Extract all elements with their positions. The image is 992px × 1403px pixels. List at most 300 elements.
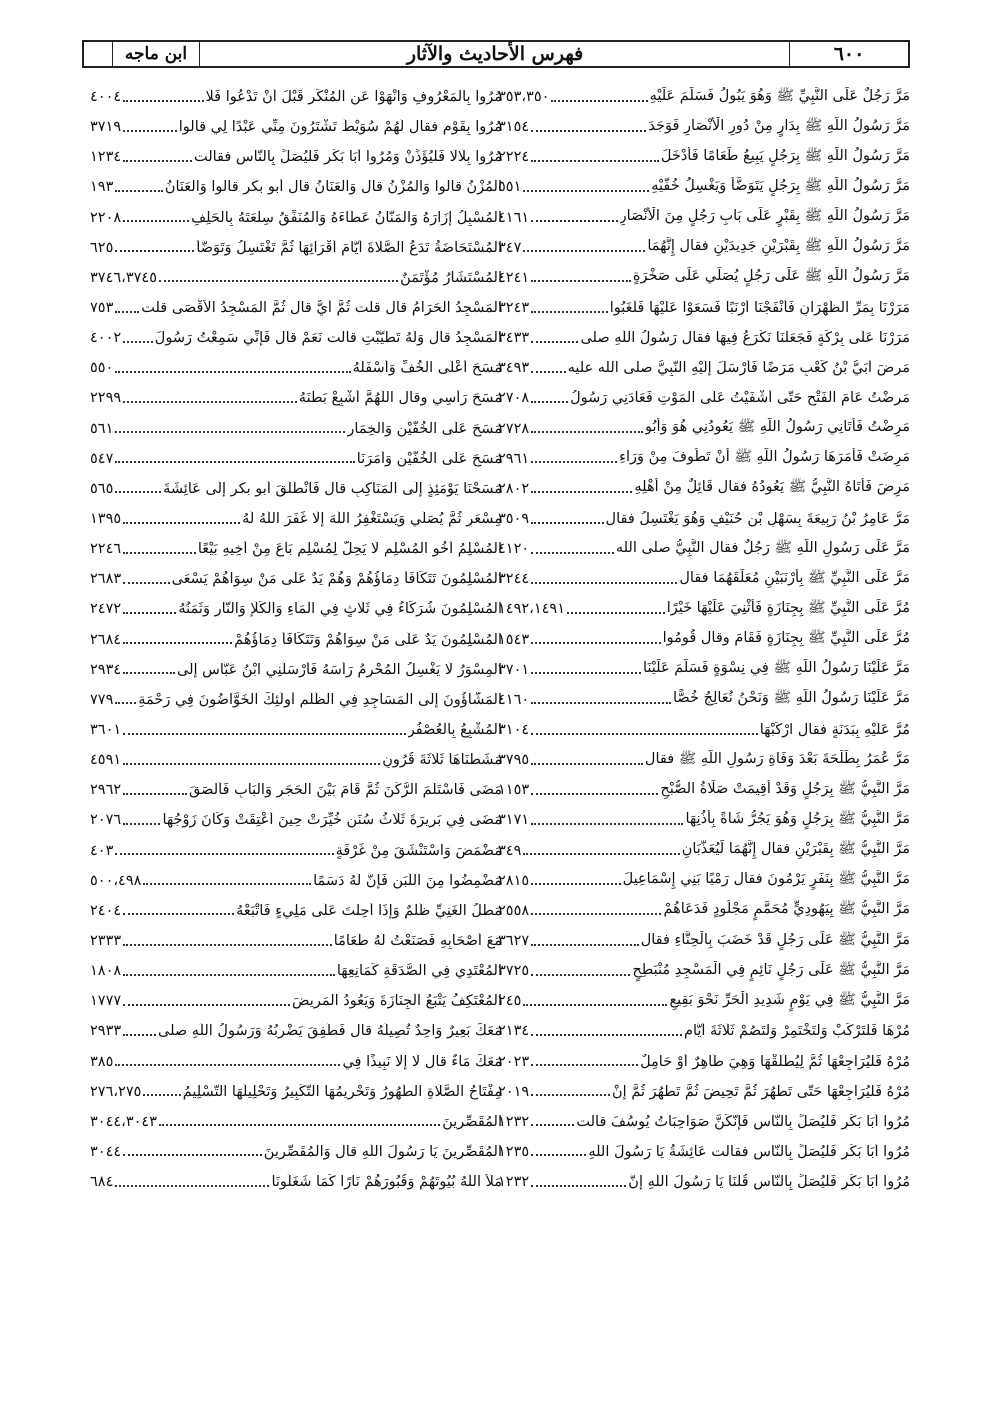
leader-dots	[531, 701, 671, 704]
index-entry	[90, 805, 502, 835]
entry-reference-number: ٣٠٤٤،٣٠٤٣	[90, 1113, 157, 1130]
entry-reference-number: ١١٥٣	[498, 782, 530, 799]
entry-reference-number: ٣٨٥	[90, 1053, 114, 1070]
leader-dots	[531, 551, 614, 554]
leader-dots	[123, 521, 240, 524]
leader-dots	[115, 852, 333, 855]
entry-reference-number: ٢٤٧٢	[90, 601, 122, 618]
entry-reference-number: ٤٠٣	[90, 842, 114, 859]
index-entry	[498, 1167, 910, 1197]
entry-text: مَرَّ النَّبِيُّ ﷺ بِرَجُلٍ وَقَدْ أُقِيمَتْ صَلَاةُ الصُّبْحِ	[660, 780, 910, 797]
index-entry	[90, 1047, 502, 1077]
leader-dots	[531, 460, 617, 463]
leader-dots	[531, 882, 620, 885]
entry-reference-number: ٣٧٠١	[498, 661, 530, 678]
entry-reference-number: ٤١٦٠	[498, 691, 530, 708]
entry-text: مُرُوا بِقَوْمٍ فقال لَهُمْ سُوَيْطُ تَشْتَرُونَ مِنِّي عَبْدًا لِي قالوا	[178, 119, 502, 136]
entry-reference-number: ١٩٣	[90, 179, 114, 196]
index-entry	[498, 625, 910, 655]
entry-text: مَرَّ رَسُولُ اللَّهِ ﷺ بِدَارٍ مِنْ دُورِ الْأَنْصَارِ فَوَجَدَ	[648, 117, 910, 134]
index-entry	[498, 1137, 910, 1167]
index-entry	[498, 745, 910, 775]
leader-dots	[123, 822, 160, 825]
index-entry	[90, 142, 502, 172]
entry-text: الْمُسْلِمُ أَخُو الْمُسْلِمِ لَا يَحِلُّ لِمُسْلِمٍ بَاعَ مِنْ أَخِيهِ بَيْعًا	[197, 541, 502, 558]
leader-dots	[531, 732, 758, 735]
entry-reference-number: ٢٧٢٨	[498, 420, 530, 437]
entry-text: مَرِضْتُ فَأَتَانِي رَسُولُ اللَّهِ ﷺ يَعُودُنِي هُوَ وَأَبُو	[644, 419, 910, 436]
index-entry	[498, 263, 910, 293]
entry-reference-number: ٣٤٣٣	[498, 330, 530, 347]
entry-text: مَعَكَ مَاءٌ قال لَا إِلَّا نَبِيذًا فِي	[342, 1053, 502, 1070]
entry-reference-number: ٣٤٧	[498, 239, 522, 256]
entry-reference-number: ٥٦٥	[90, 480, 114, 497]
entry-reference-number: ٥٤٧	[90, 450, 114, 467]
entry-reference-number: ١٣٩٥	[90, 511, 122, 528]
leader-dots	[123, 732, 406, 735]
entry-reference-number: ٣٧٩٥	[498, 752, 530, 769]
leader-dots	[531, 671, 641, 674]
index-entry	[498, 866, 910, 896]
entry-text: الْمُقَصِّرِينَ	[442, 1113, 502, 1130]
index-entry	[498, 474, 910, 504]
leader-dots	[531, 219, 617, 222]
leader-dots	[531, 1184, 626, 1187]
entry-text: الْمُسْتَحَاضَةُ تَدَعُ الصَّلَاةَ أَيَّامَ أَقْرَائِهَا ثُمَّ تَغْتَسِلُ وَتَوَضَّأُ	[196, 239, 502, 256]
leader-dots	[115, 370, 350, 373]
index-entry	[90, 263, 502, 293]
entry-text: مَسَحَ عَلَى الْخُفَّيْنِ وَالْخِمَارِ	[347, 420, 502, 437]
entry-reference-number: ٢٠٧٦	[90, 812, 122, 829]
index-entry	[90, 564, 502, 594]
leader-dots	[123, 99, 203, 102]
index-entry	[498, 805, 910, 835]
entry-reference-number: ٣١٥٤	[498, 119, 530, 136]
leader-dots	[523, 1003, 667, 1006]
entry-reference-number: ٣٦٢٧	[498, 933, 530, 949]
index-entry	[498, 233, 910, 263]
entry-text: مُرْهُ فَلْيُرَاجِعْهَا ثُمَّ لِيُطَلِّقْهَا وَهِيَ طَاهِرٌ أَوْ حَامِلٌ	[640, 1053, 910, 1070]
entry-text: مَعَكَ بَعِيرٌ وَاحِدٌ تُصِيلُهُ قال فَطَفِقَ يَضْرِبُهُ وَرَسُولُ اللَّهِ صلى	[158, 1023, 502, 1040]
index-entry	[498, 1047, 910, 1077]
entry-reference-number: ٢٧٦،٢٧٥	[90, 1083, 142, 1100]
index-entry	[90, 896, 502, 926]
leader-dots	[531, 370, 565, 373]
leader-dots	[123, 671, 175, 674]
entry-reference-number: ١٨٠٨	[90, 963, 122, 980]
index-entry	[90, 534, 502, 564]
entry-reference-number: ٢٢٢٤	[498, 149, 530, 166]
index-entry	[90, 444, 502, 474]
entry-reference-number: ٢٥٥٨	[498, 902, 530, 919]
index-entry	[90, 956, 502, 986]
leader-dots	[123, 1153, 262, 1156]
entry-text: مَرِضَتْ فَأَمَرَهَا رَسُولُ اللَّهِ ﷺ أَنْ تَطُوفَ مِنْ وَرَاءِ	[619, 449, 910, 466]
index-entry	[498, 112, 910, 142]
entry-text: مَرَّ عَلَى رَسُولِ اللَّهِ ﷺ رَجُلٌ فقال النَّبِيُّ صلى الله	[615, 539, 910, 556]
entry-reference-number: ٢٨٠٢	[498, 480, 530, 497]
entry-text: الْمَسْجِدُ الْحَرَامُ قال قلت ثُمَّ أَيٌّ قال ثُمَّ الْمَسْجِدُ الْأَقْصَى قلت	[141, 300, 502, 317]
leader-dots	[143, 1093, 180, 1096]
page-title: فهرس الأحاديث والآثار	[406, 43, 584, 65]
index-entry	[90, 1137, 502, 1167]
entry-reference-number: ٢٠٢٣	[498, 1053, 530, 1070]
entry-text: مَسَحَ أَعْلَى الْخُفِّ وَأَسْفَلَهُ	[352, 360, 502, 377]
entry-text: مَرِضْتُ عَامَ الْفَتْحِ حَتَّى أَشْفَيْتُ عَلَى الْمَوْتِ فَعَادَنِي رَسُولُ	[570, 390, 910, 407]
entry-reference-number: ٢٧٠٨	[498, 390, 530, 407]
leader-dots	[143, 882, 311, 885]
leader-dots	[523, 189, 649, 192]
leader-dots	[531, 1153, 586, 1156]
entry-reference-number: ٣٠٤٤	[90, 1143, 122, 1160]
index-entry	[90, 293, 502, 323]
leader-dots	[123, 159, 192, 162]
entry-text: مَضَى فِي بَرِيرَةَ ثَلَاثُ سُنَنٍ خُيِّرَتْ حِينَ أُعْتِقَتْ وَكَانَ زَوْجُهَا	[162, 812, 502, 829]
leader-dots	[531, 129, 646, 132]
leader-dots	[123, 551, 196, 554]
entry-text: مَرَّ عُمَرُ بِطَلْحَةَ بَعْدَ وَفَاةِ رَسُولِ اللَّهِ ﷺ فقال	[644, 750, 910, 767]
entry-text: مُرُوا أَبَا بَكْرٍ فَلْيُصَلِّ بِالنَّاسِ فقالت عَائِشَةُ يَا رَسُولَ اللَّهِ	[588, 1143, 910, 1160]
page-header	[82, 40, 910, 68]
entry-reference-number: ٤١٦١	[498, 209, 530, 226]
index-column-left	[90, 82, 502, 1197]
entry-text: مَرَّ رَسُولُ اللَّهِ ﷺ عَلَى رَجُلٍ يُصَلِّي عَلَى صَخْرَةٍ	[632, 268, 910, 285]
entry-reference-number: ٢١٣٤	[498, 1023, 530, 1040]
leader-dots	[531, 822, 683, 825]
index-entry	[90, 172, 502, 202]
entry-text: مَضْمِضُوا مِنَ اللَّبَنِ فَإِنَّ لَهُ دَسَمًا	[313, 872, 502, 889]
entry-reference-number: ٥٠٠،٤٩٨	[90, 872, 142, 889]
entry-reference-number: ٣١٠٤	[498, 722, 530, 739]
leader-dots	[531, 762, 643, 765]
entry-reference-number: ٦٢٥	[90, 239, 114, 256]
index-entry	[498, 504, 910, 534]
entry-reference-number: ٢٢٩٩	[90, 390, 122, 407]
leader-dots	[123, 219, 189, 222]
entry-text: الْمُسْلِمُونَ تَتَكَافَأُ دِمَاؤُهُمْ وَهُمْ يَدٌ عَلَى مَنْ سِوَاهُمْ يَسْعَى	[171, 571, 502, 588]
index-entry	[90, 1077, 502, 1107]
entry-reference-number: ٢٦٨٣	[90, 571, 122, 588]
index-entry	[90, 1167, 502, 1197]
entry-reference-number: ٢٠١٩	[498, 1083, 530, 1100]
entry-text: مَسَحَ عَلَى الْخُفَّيْنِ وَأَمَرَنَا	[356, 450, 502, 467]
index-entry	[498, 655, 910, 685]
leader-dots	[123, 340, 153, 343]
index-entry	[90, 745, 502, 775]
index-entry	[90, 926, 502, 956]
entry-text: مَرَّ رَسُولُ اللَّهِ ﷺ بِقَبْرَيْنِ جَدِيدَيْنِ فقال إِنَّهُمَا	[647, 238, 910, 255]
leader-dots	[159, 1123, 440, 1126]
index-entry	[90, 203, 502, 233]
index-entry	[90, 233, 502, 263]
entry-text: مَرَّ رَسُولُ اللَّهِ ﷺ بِرَجُلٍ يَبِيعُ طَعَامًا فَأَدْخَلَ	[660, 147, 910, 164]
leader-dots	[531, 792, 658, 795]
entry-reference-number: ٣٦٠١	[90, 722, 122, 739]
index-entry	[90, 836, 502, 866]
entry-text: مَرَّ النَّبِيُّ ﷺ بِقَبْرَيْنِ فقال إِنَّهُمَا لَيُعَذَّبَانِ	[681, 841, 910, 858]
index-entry	[498, 1107, 910, 1137]
index-entry	[498, 986, 910, 1016]
entry-reference-number: ٣٥٣،٣٥٠	[498, 89, 550, 106]
index-entry	[498, 956, 910, 986]
entry-text: مَرَّ النَّبِيُّ ﷺ عَلَى رَجُلٍ قَدْ خَضَبَ بِالْحِنَّاءِ فقال	[640, 931, 910, 948]
entry-reference-number: ٢٩٣٣	[90, 1023, 122, 1040]
index-entry	[498, 1016, 910, 1046]
entry-text: مَلَأَ اللَّهُ بُيُوتَهُمْ وَقُبُورَهُمْ نَارًا كَمَا شَغَلُونَا	[271, 1174, 502, 1191]
leader-dots	[531, 912, 661, 915]
index-entry	[90, 353, 502, 383]
entry-text: مُرُوا بِلَالًا فَلْيُؤَذِّنْ وَمُرُوا أَبَا بَكْرٍ فَلْيُصَلِّ بِالنَّاسِ فقالت	[193, 149, 502, 166]
index-entry	[498, 534, 910, 564]
entry-reference-number: ٤٢٤١	[498, 269, 530, 286]
index-entry	[90, 775, 502, 805]
entry-reference-number: ٣٢٤٤	[498, 571, 530, 588]
entry-reference-number: ٤٠٠٤	[90, 89, 122, 106]
entry-text: مَرَّ النَّبِيُّ ﷺ بِيَهُودِيٍّ مُحَمَّمٍ مَجْلُودٍ فَدَعَاهُمْ	[663, 901, 910, 918]
index-entry	[498, 564, 910, 594]
index-entry	[90, 715, 502, 745]
leader-dots	[123, 1033, 156, 1036]
index-entry	[498, 775, 910, 805]
page-number: ٦٠٠	[789, 42, 908, 66]
entry-reference-number: ٣١٧١	[498, 812, 530, 829]
index-entry	[90, 685, 502, 715]
entry-text: مَرَّ النَّبِيُّ ﷺ فِي يَوْمٍ شَدِيدِ الْحَرِّ نَحْوَ بَقِيعِ	[669, 991, 910, 1008]
index-entry	[90, 323, 502, 353]
entry-reference-number: ٢٨١٥	[498, 872, 530, 889]
leader-dots	[115, 310, 139, 313]
entry-text: مُرَّ عَلَى النَّبِيِّ ﷺ بِجِنَازَةٍ فَأُثْنِيَ عَلَيْهَا خَيْرًا	[666, 599, 910, 616]
leader-dots	[531, 581, 677, 584]
leader-dots	[551, 99, 647, 102]
index-entry	[498, 353, 910, 383]
entry-text: مَرِضَ فَأَتَاهُ النَّبِيُّ ﷺ يَعُودُهُ فقال قَائِلٌ مِنْ أَهْلِهِ	[634, 479, 910, 496]
entry-text: الْمُقَصِّرِينَ يَا رَسُولَ اللَّهِ قال وَالْمُقَصِّرِينَ	[263, 1143, 502, 1160]
entry-text: مِسْعَرٍ ثُمَّ يُصَلِّي وَيَسْتَغْفِرُ اللَّهَ إِلَّا غَفَرَ اللَّهُ لَهُ	[242, 511, 502, 528]
entry-reference-number: ٧٧٩	[90, 691, 114, 708]
entry-text: مَرَّ النَّبِيُّ ﷺ عَلَى رَجُلٍ نَائِمٍ فِي الْمَسْجِدِ مُنْبَطِحٍ	[632, 961, 910, 978]
entry-reference-number: ٣٧٤٦،٣٧٤٥	[90, 269, 157, 286]
entry-text: الْمُزْنُ قالوا وَالْمُزْنُ قال وَالْعَنَانُ قال أبو بكر قالوا وَالْعَنَانُ	[164, 179, 502, 196]
entry-text: مِفْتَاحُ الصَّلَاةِ الطُّهُورُ وَتَحْرِيمُهَا التَّكْبِيرُ وَتَحْلِيلُهَا التَّسْلِيمُ	[182, 1083, 502, 1100]
entry-text: مَرَّ عَلَيْنَا رَسُولُ اللَّهِ ﷺ فِي نِسْوَةٍ فَسَلَّمَ عَلَيْنَا	[643, 660, 910, 677]
leader-dots	[115, 701, 136, 704]
entry-text: الْمُعْتَدِي فِي الصَّدَقَةِ كَمَانِعِهَا	[336, 963, 502, 980]
leader-dots	[115, 430, 345, 433]
index-entry	[498, 142, 910, 172]
entry-text: مَشَطْنَاهَا ثَلَاثَةَ قُرُونٍ	[382, 752, 502, 769]
entry-text: الْمَسْجِدُ قال وَلَهُ تَطَيَّبْتِ قالت نَعَمْ قال فَإِنِّي سَمِعْتُ رَسُولَ	[154, 330, 502, 347]
entry-reference-number: ٧٥٣	[90, 300, 114, 317]
entry-reference-number: ٢٩٦٢	[90, 782, 122, 799]
entry-text: مَرَّ عَلَى النَّبِيِّ ﷺ بِأَرْنَبَيْنِ مُعَلِّقَهُمَا فقال	[679, 569, 910, 586]
leader-dots	[531, 1063, 638, 1066]
leader-dots	[531, 159, 659, 162]
leader-dots	[531, 1123, 574, 1126]
leader-dots	[531, 521, 603, 524]
leader-dots	[531, 400, 568, 403]
leader-dots	[123, 912, 234, 915]
index-column-right	[498, 82, 910, 1197]
leader-dots	[567, 611, 665, 614]
entry-text: الْمُسْتَشَارُ مُؤْتَمَنٌ	[400, 269, 502, 286]
entry-text: الْمِسْوَرُ لَا يَغْسِلُ الْمُحْرِمُ رَأْسَهُ فَأَرْسَلَنِي ابْنُ عَبَّاسٍ إِلَى	[176, 661, 502, 678]
entry-text: الْمُعْتَكِفُ يَتْبَعُ الْجِنَازَةَ وَيَعُودُ الْمَرِيضَ	[292, 993, 502, 1010]
index-entry	[498, 293, 910, 323]
entry-reference-number: ٤٠٠٢	[90, 330, 122, 347]
entry-text: الْمُسْبِلُ إِزَارَهُ وَالْمَنَّانُ عَطَاءَهُ وَالْمُنَفِّقُ سِلْعَتَهُ بِالْحَلِفِ	[191, 209, 502, 226]
entry-reference-number: ١٢٣٥	[498, 1143, 530, 1160]
index-entry	[90, 625, 502, 655]
leader-dots	[123, 943, 332, 946]
entry-reference-number: ١٧٧٧	[90, 993, 122, 1010]
index-entry	[498, 926, 910, 956]
leader-dots	[115, 460, 354, 463]
entry-text: مَسَحْنَا يَوْمَئِذٍ إِلَى الْمَنَاكِبِ قال فَانْطَلَقَ أبو بكر إِلَى عَائِشَةَ	[163, 480, 502, 497]
index-entry	[498, 715, 910, 745]
index-entry	[498, 594, 910, 624]
entry-text: مَرِضَ أُبَيُّ بْنُ كَعْبٍ مَرَضًا فَأَرْسَلَ إِلَيْهِ النَّبِيُّ صلى الله عليه	[567, 360, 910, 377]
index-entry	[498, 414, 910, 444]
entry-reference-number: ٢٣٣٣	[90, 933, 122, 949]
leader-dots	[123, 762, 380, 765]
leader-dots	[531, 973, 630, 976]
leader-dots	[123, 611, 176, 614]
leader-dots	[123, 641, 232, 644]
entry-reference-number: ١٢٣٢	[498, 1113, 530, 1130]
index-entry	[90, 383, 502, 413]
leader-dots	[531, 279, 631, 282]
entry-reference-number: ٥٦١	[90, 420, 114, 437]
entry-reference-number: ١٢٣٤	[90, 149, 122, 166]
index-entry	[90, 1107, 502, 1137]
index-entry	[498, 444, 910, 474]
entry-text: مُرَّ عَلَيْهِ بِبَدَنَةٍ فقال ارْكَبْهَا	[759, 722, 910, 739]
leader-dots	[115, 249, 194, 252]
leader-dots	[123, 1003, 290, 1006]
entry-reference-number: ٢٢٤٦	[90, 541, 122, 558]
leader-dots	[123, 792, 187, 795]
entry-text: مُرُوا أَبَا بَكْرٍ فَلْيُصَلِّ بِالنَّاسِ فَإِنَّكُنَّ صَوَاحِبَاتُ يُوسُفَ قالت	[576, 1113, 910, 1130]
index-entry	[90, 655, 502, 685]
entry-text: مَرَّ رَسُولُ اللَّهِ ﷺ بِقَبْرٍ عَلَى بَابِ رَجُلٍ مِنَ الْأَنْصَارِ	[619, 208, 910, 225]
index-entry	[498, 383, 910, 413]
leader-dots	[531, 1033, 682, 1036]
leader-dots	[531, 430, 643, 433]
leader-dots	[523, 249, 645, 252]
entry-text: مُرَّ عَلَى النَّبِيِّ ﷺ بِجِنَازَةٍ فَقَامَ وقال قُومُوا	[662, 630, 910, 647]
entry-reference-number: ٢٤٥	[498, 993, 522, 1010]
entry-text: مَرَّ رَجُلٌ عَلَى النَّبِيِّ ﷺ وَهُوَ يَبُولُ فَسَلَّمَ عَلَيْهِ	[649, 87, 910, 104]
entry-reference-number: ٢٤٠٤	[90, 902, 122, 919]
entry-text: مَسَحَ رَأْسِي وقال اللَّهُمَّ أَشْبِعْ بَطْنَهُ	[298, 390, 502, 407]
entry-text: مَرَرْنَا عَلَى بِرْكَةٍ فَجَعَلْنَا نَكْرَعُ فِيهَا فقال رَسُولُ اللَّهِ صلى	[580, 330, 910, 347]
entry-reference-number: ١٤٩٢،١٤٩١	[498, 601, 565, 618]
source-name: ابن ماجه	[112, 42, 200, 66]
leader-dots	[531, 943, 639, 946]
index-entry	[498, 82, 910, 112]
entry-reference-number: ١٥٤٣	[498, 631, 530, 648]
entry-text: مَرَّ رَسُولُ اللَّهِ ﷺ بِرَجُلٍ يَتَوَضَّأُ وَيَغْسِلُ خُفَّيْهِ	[651, 177, 910, 194]
entry-reference-number: ٤٥٩١	[90, 752, 122, 769]
index-entry	[90, 474, 502, 504]
index-entry	[90, 504, 502, 534]
index-entry	[90, 986, 502, 1016]
entry-reference-number: ٣٤٩	[498, 842, 522, 859]
entry-reference-number: ٢٩٣٤	[90, 661, 122, 678]
entry-text: مَضْمَضَ وَاسْتَنْشَقَ مِنْ غَرْفَةٍ	[335, 842, 502, 859]
entry-text: مَرَّ النَّبِيُّ ﷺ بِرَجُلٍ وَهُوَ يَجُرُّ شَاةً بِأُذُنِهَا	[685, 810, 910, 827]
entry-text: مُرُوا بِالْمَعْرُوفِ وَانْهَوْا عَنِ الْمُنْكَرِ قَبْلَ أَنْ تَدْعُوا فَلَا	[205, 89, 502, 106]
leader-dots	[531, 1093, 610, 1096]
entry-reference-number: ١٢٣٢	[498, 1174, 530, 1191]
leader-dots	[115, 1063, 340, 1066]
leader-dots	[159, 279, 398, 282]
leader-dots	[123, 973, 335, 976]
entry-reference-number: ٣٧٢٥	[498, 963, 530, 980]
leader-dots	[115, 189, 162, 192]
entry-text: مُرُوا أَبَا بَكْرٍ فَلْيُصَلِّ بِالنَّاسِ قُلْنَا يَا رَسُولَ اللَّهِ إِنَّ	[628, 1174, 910, 1191]
entry-text: مَرَّ عَلَيْنَا رَسُولُ اللَّهِ ﷺ وَنَحْنُ نُعَالِجُ خُصًّا	[673, 690, 910, 707]
index-entry	[498, 836, 910, 866]
index-entry	[498, 323, 910, 353]
index-entry	[90, 866, 502, 896]
leader-dots	[115, 1184, 269, 1187]
entry-text: مَطْلُ الْغَنِيِّ ظُلْمٌ وَإِذَا أُحِلْتَ عَلَى مَلِيءٍ فَاتْبَعْهُ	[236, 902, 502, 919]
index-entry	[90, 594, 502, 624]
entry-reference-number: ٣٥٠٩	[498, 511, 530, 528]
entry-reference-number: ٣٢٤٣	[498, 300, 530, 317]
leader-dots	[531, 310, 608, 313]
entry-text: مَضَى فَاسْتَلَمَ الرُّكْنَ ثُمَّ قَامَ بَيْنَ الْحَجَرِ وَالْبَابِ فَأَلْصَقَ	[189, 782, 502, 799]
entry-text: الْمُشْبِعُ بِالْعُصْفُرِ	[407, 722, 502, 739]
leader-dots	[523, 852, 679, 855]
entry-reference-number: ٥٥٠	[90, 360, 114, 377]
index-entry	[498, 685, 910, 715]
leader-dots	[123, 400, 297, 403]
entry-text: مَرَّ النَّبِيُّ ﷺ بِنَفَرٍ يَرْمُونَ فقال رَمْيًا بَنِي إِسْمَاعِيلَ	[622, 871, 910, 888]
index-entry	[90, 82, 502, 112]
index-entry	[498, 172, 910, 202]
leader-dots	[531, 641, 660, 644]
leader-dots	[123, 581, 169, 584]
leader-dots	[531, 340, 578, 343]
entry-text: الْمَشَّاؤُونَ إِلَى الْمَسَاجِدِ فِي الظُّلَمِ أُولَئِكَ الْخَوَّاضُونَ فِي رَحْمَةِ	[138, 691, 502, 708]
entry-reference-number: ٢٩٦١	[498, 450, 530, 467]
entry-text: مَرَّ عَامِرُ بْنُ رَبِيعَةَ بِسَهْلِ بْنِ حُنَيْفٍ وَهُوَ يَغْتَسِلُ فقال	[605, 511, 910, 528]
index-entry	[498, 896, 910, 926]
entry-reference-number: ٦٨٤	[90, 1174, 114, 1191]
entry-text: مَرَرْنَا بِمَرِّ الظَّهْرَانِ فَأَنْفَجْنَا أَرْنَبًا فَسَعَوْا عَلَيْهَا فَلَغَبُوا	[609, 300, 910, 317]
entry-reference-number: ٥٥١	[498, 179, 522, 196]
entry-text: الْمُسْلِمُونَ شُرَكَاءُ فِي ثَلَاثٍ فِي الْمَاءِ وَالْكَلَإِ وَالنَّارِ وَثَمَنُهُ	[178, 601, 502, 618]
leader-dots	[115, 490, 161, 493]
entry-reference-number: ٣٤٩٣	[498, 360, 530, 377]
index-entry	[90, 112, 502, 142]
entry-text: مُرْهُ فَلْيُرَاجِعْهَا حَتَّى تَطْهُرَ ثُمَّ تَحِيضَ ثُمَّ تَطْهُرَ ثُمَّ إِنْ	[612, 1083, 910, 1100]
index-entry	[498, 203, 910, 233]
index-entry	[498, 1077, 910, 1107]
index-entry	[90, 414, 502, 444]
entry-reference-number: ٣٧١٩	[90, 119, 122, 136]
index-entry	[90, 1016, 502, 1046]
leader-dots	[531, 490, 632, 493]
entry-reference-number: ٢٢٠٨	[90, 209, 122, 226]
leader-dots	[123, 129, 177, 132]
entry-text: مَعَ أَصْحَابِهِ فَصَنَعْتُ لَهُ طَعَامًا	[333, 933, 502, 949]
entry-reference-number: ٤١٢٠	[498, 541, 530, 558]
entry-text: مُرْهَا فَلْتَرْكَبْ وَلْتَخْتَمِرْ وَلْتَصُمْ ثَلَاثَةَ أَيَّامٍ	[683, 1023, 910, 1040]
